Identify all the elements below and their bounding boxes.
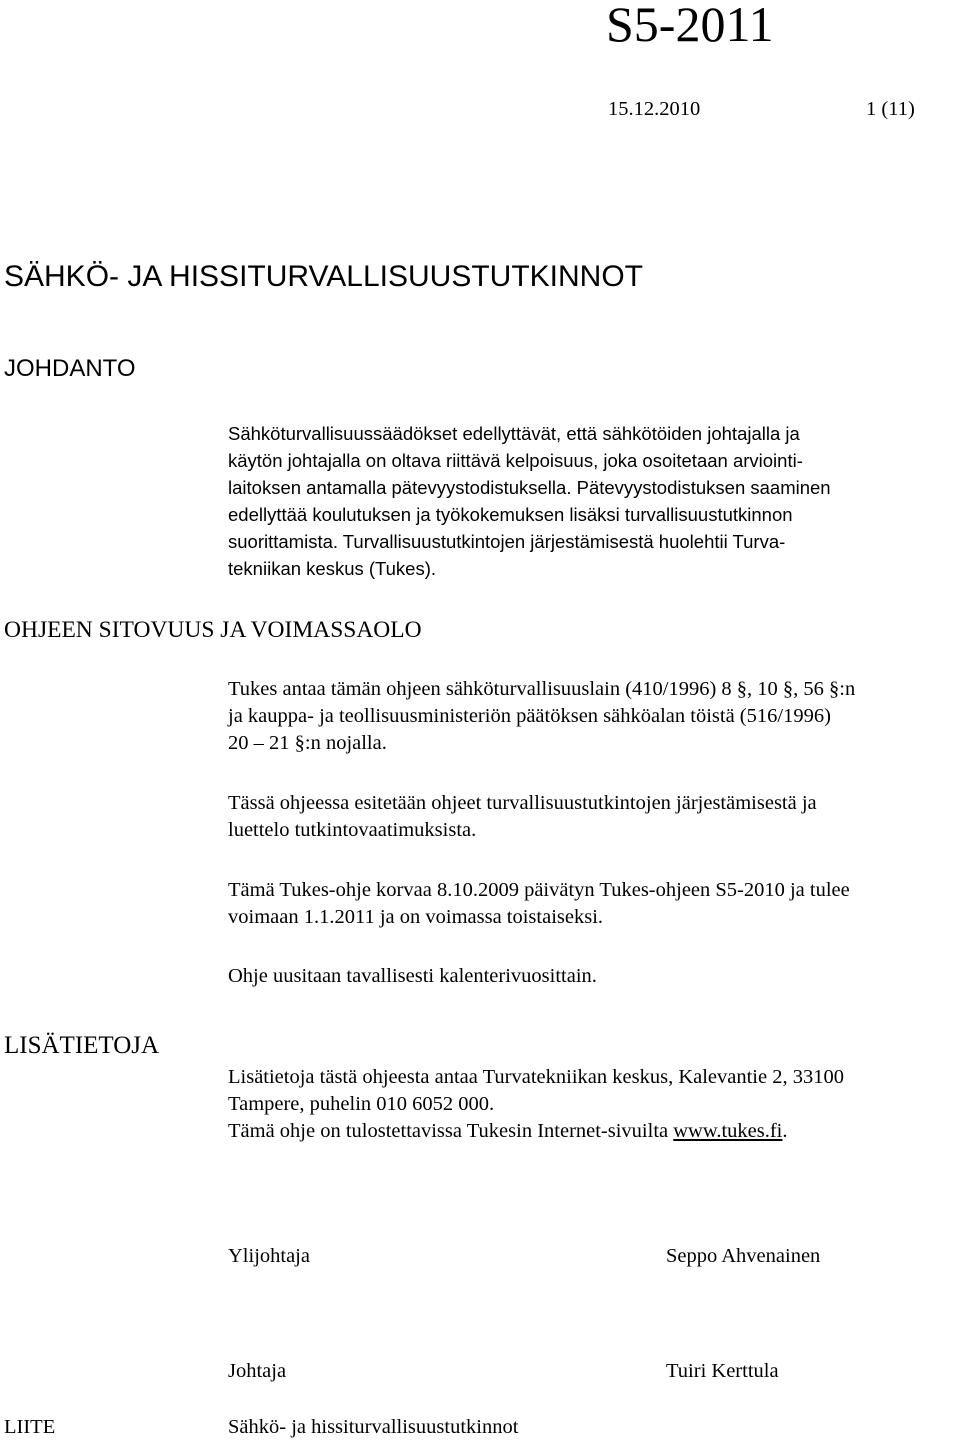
document-date: 15.12.2010 xyxy=(608,98,701,120)
intro-line: laitoksen antamalla pätevyystodistuksella. Pätevyystodistuksen saaminen xyxy=(228,477,831,498)
appendix-text: Sähkö- ja hissiturvallisuustutkinnot xyxy=(228,1416,519,1438)
signature-name-1: Seppo Ahvenainen xyxy=(666,1245,821,1267)
tukes-website-link[interactable]: www.tukes.fi xyxy=(673,1120,783,1142)
validity-line: Tässä ohjeessa esitetään ohjeet turvallisuustutkintojen järjestämisestä ja xyxy=(228,792,817,814)
section-heading-more-info: LISÄTIETOJA xyxy=(4,1032,160,1059)
more-info-line: Lisätietoja tästä ohjeesta antaa Turvatekniikan keskus, Kalevantie 2, 33100 xyxy=(228,1066,844,1088)
page-number: 1 (11) xyxy=(866,98,915,120)
validity-line: Tämä Tukes-ohje korvaa 8.10.2009 päivätyn Tukes-ohjeen S5-2010 ja tulee xyxy=(228,879,850,901)
signature-name-2: Tuiri Kerttula xyxy=(666,1360,779,1382)
intro-line: tekniikan keskus (Tukes). xyxy=(228,558,437,579)
more-info-line xyxy=(228,1118,844,1145)
validity-line: 20 – 21 §:n nojalla. xyxy=(228,732,387,754)
signature-title-2: Johtaja xyxy=(228,1360,287,1382)
signature-title-1: Ylijohtaja xyxy=(228,1245,310,1267)
intro-line: Sähköturvallisuussäädökset edellyttävät, että sähkötöiden johtajalla ja xyxy=(228,423,800,444)
validity-line: luettelo tutkintovaatimuksista. xyxy=(228,819,477,841)
intro-line: käytön johtajalla on oltava riittävä kelpoisuus, joka osoitetaan arviointi- xyxy=(228,450,803,471)
validity-paragraph-2 xyxy=(228,790,817,844)
appendix-label: LIITE xyxy=(4,1416,56,1438)
section-heading-validity: OHJEEN SITOVUUS JA VOIMASSAOLO xyxy=(4,617,422,643)
more-info-paragraph xyxy=(228,1064,844,1145)
intro-paragraph xyxy=(228,420,831,582)
validity-line: Ohje uusitaan tavallisesti kalenterivuosittain. xyxy=(228,965,597,987)
intro-line: suorittamista. Turvallisuustutkintojen järjestämisestä huolehtii Turva- xyxy=(228,531,786,552)
document-code: S5-2011 xyxy=(606,0,774,52)
section-heading-intro: JOHDANTO xyxy=(4,355,136,382)
validity-line: Tukes antaa tämän ohjeen sähköturvallisuuslain (410/1996) 8 §, 10 §, 56 §:n xyxy=(228,678,856,700)
more-info-text: Tämä ohje on tulostettavissa Tukesin Internet-sivuilta xyxy=(228,1120,674,1142)
more-info-period: . xyxy=(782,1120,788,1142)
validity-paragraph-3 xyxy=(228,877,850,931)
more-info-line: Tampere, puhelin 010 6052 000. xyxy=(228,1093,495,1115)
validity-paragraph-4 xyxy=(228,963,597,990)
intro-line: edellyttää koulutuksen ja työkokemuksen lisäksi turvallisuustutkinnon xyxy=(228,504,793,525)
validity-paragraph-1 xyxy=(228,676,855,757)
validity-line: ja kauppa- ja teollisuusministeriön päätöksen sähköalan töistä (516/1996) xyxy=(228,705,831,727)
validity-line: voimaan 1.1.2011 ja on voimassa toistaiseksi. xyxy=(228,906,604,928)
document-title: SÄHKÖ- JA HISSITURVALLISUUSTUTKINNOT xyxy=(4,260,644,293)
